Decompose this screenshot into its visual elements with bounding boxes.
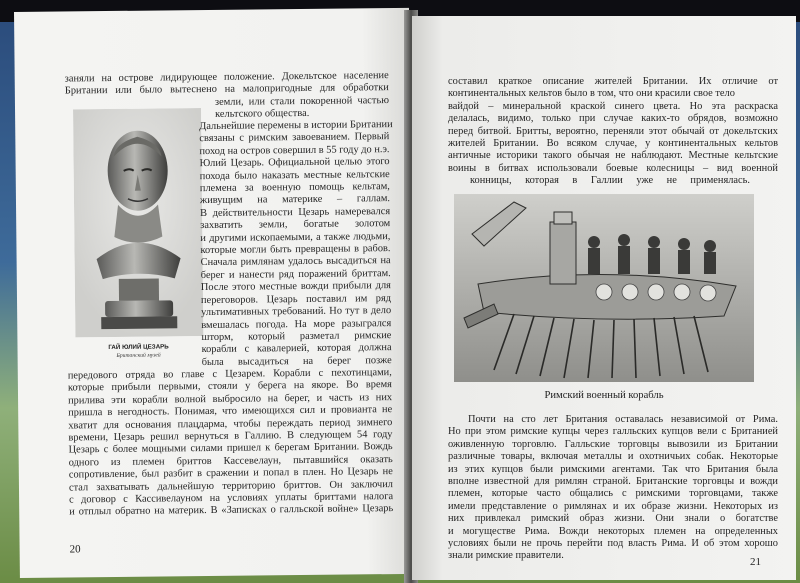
text-line: стал захватывать дальнейшую территорию бриттов. Он заключил [68, 478, 394, 494]
left-bottom-text [68, 367, 394, 519]
text-line: знали римские правители. [448, 550, 564, 562]
text-line: жителей Британии. Во всяком случае, у континентальных кельтов [448, 138, 778, 150]
text-line: которые могли быть превращены в рабов. [200, 243, 391, 257]
text-line: живущим на материке – галлам. [199, 193, 391, 207]
text-line: с договор с Кассивелауном на условиях уплаты бриттами налога [69, 491, 394, 506]
text-line: заняли на острове лидирующее положение. Докельтское население [64, 70, 389, 85]
text-line: и другими ископаемыми, а также людьми, [200, 230, 391, 244]
text-line: античные историки такого обычая не наблюдают. Местные кельтские [448, 150, 778, 162]
roman-warship-image [454, 194, 754, 382]
text-line: и могуществе Рима. Вожди некоторых племен на определенных [448, 525, 778, 537]
text-line: прилива эти корабли волной выбросило на берег, и часть из них [68, 391, 393, 407]
text-line: передового отряда во главе с Цезарем. Корабли с пехотинцами, [67, 367, 392, 382]
text-line: вайдой – минеральной краской синего цвета. Но эта раскраска [448, 100, 778, 112]
text-line: составил краткое описание жителей Британии. Их отличие от [448, 76, 778, 87]
text-line: Но при этом римские купцы через галльских купцов вели с Британией [448, 426, 778, 438]
text-line: перед битвой. Бритты, вероятно, переняли этот обычай от докельтских [448, 125, 778, 137]
left-page [14, 8, 415, 578]
text-line: которые прибыли первыми, стояли у берега на якоре. Во время [67, 379, 392, 394]
text-line: Дальнейшие перемены в истории Британии [199, 119, 393, 133]
text-line: и отплыл обратно на материк. В «Записках о галльской войне» Цезарь [69, 503, 394, 518]
text-line: Почти на сто лет Британия оставалась независимой от Рима. [468, 414, 778, 425]
text-line: оживленную торговлю. Галльские торговцы вывозили из Британии [448, 438, 778, 450]
page-number-right: 21 [750, 556, 761, 568]
caesar-bust-image [73, 108, 203, 337]
text-line: переговоров. Цезарь поставил им ряд [200, 292, 392, 306]
text-line: конницы, которая в Галлии уже не применялась. [470, 175, 750, 187]
text-line: вмешалась погода. На море разыгрался [201, 317, 392, 331]
right-top-text [448, 76, 778, 188]
text-line: Сначала римлянам удалось высадиться на [200, 255, 391, 269]
text-line: В действительности Цезарь намеревался [200, 205, 391, 219]
text-line: Британии или было вытеснено на малопригодные для обработки [64, 82, 389, 97]
text-line: сопротивление, был разбит в сражении и попал в плен. Но Цезарь не [68, 466, 393, 481]
text-line: племена за военную помощь кельтам, [199, 181, 390, 195]
right-bottom-text [448, 414, 778, 563]
text-line: связаны с римским завоеванием. Первый [199, 131, 390, 145]
text-line: шторм, который разметал римские [201, 329, 392, 343]
text-line: времени, Цезарь решил вернуться в Галлию. В следующем 54 году [68, 429, 393, 444]
text-line: различные товары, включая металлы и охотничьих собак. Некоторые [448, 451, 778, 463]
text-line: кельтского общества. [215, 108, 310, 121]
page-number-left: 20 [69, 543, 81, 556]
text-line: одного из племен бриттов Кассевелаун, пытавшийся оказать [68, 453, 393, 469]
text-line: хватит для основания плацдарма, чтобы переждать период зимнего [68, 416, 393, 432]
text-line: из этих купцов были римскими агентами. Так что Британия была [448, 463, 778, 475]
text-line: ультимативных требований. Но тут в дело [201, 305, 392, 319]
portrait-caption-source: Британский музей [116, 352, 161, 359]
text-line: поход на остров совершил в 55 году до н.э. [199, 143, 390, 157]
text-line: континентальных кельтов было в том, что они красили свое тело [448, 88, 735, 100]
ship-image-caption: Римский военный корабль [544, 390, 664, 401]
text-line: После этого местные вожди прибыли для [200, 280, 391, 294]
text-line: вполне известной для римлян страной. Британские торговцы и вожди [448, 476, 778, 488]
text-line: племен, которые часто общались с римскими торговцами, также [448, 488, 778, 500]
text-line: похода было наказать местные кельтские [199, 168, 390, 182]
text-line: делалась, видимо, только при случае каких-то обрядов, возможно [448, 113, 778, 125]
text-line: была высадиться на берег позже [201, 354, 392, 368]
text-line: захватить земли, богатые золотом [200, 218, 391, 232]
text-line: Цезарь с более мощными силами пришел к берегам Британии. Вождь [68, 441, 393, 456]
portrait-caption-title: ГАЙ ЮЛИЙ ЦЕЗАРЬ [108, 343, 169, 352]
text-line: имели представление о римлянах и их образе жизни. Некоторых из [448, 500, 778, 512]
text-line: воины в битвах использовали боевые колесницы – вид военной [448, 162, 778, 174]
text-line: Юлий Цезарь. Официальной целью этого [199, 156, 390, 170]
text-line: берег и нанести ряд поражений бриттам. [200, 267, 391, 281]
left-side-text [199, 119, 392, 369]
right-page [412, 16, 796, 580]
text-line: пришла в негодность. Понимая, что имеющихся сил и провианта не [68, 404, 393, 419]
text-line: земли, или стали покоренной частью [214, 94, 390, 108]
text-line: них привлекал римский образ жизни. Они знали о богатстве [448, 513, 778, 525]
text-line: корабли с кавалерией, которая должна [201, 342, 392, 356]
text-line: условиях были не прочь перейти под власть Рима. И об этом хорошо [448, 538, 778, 550]
